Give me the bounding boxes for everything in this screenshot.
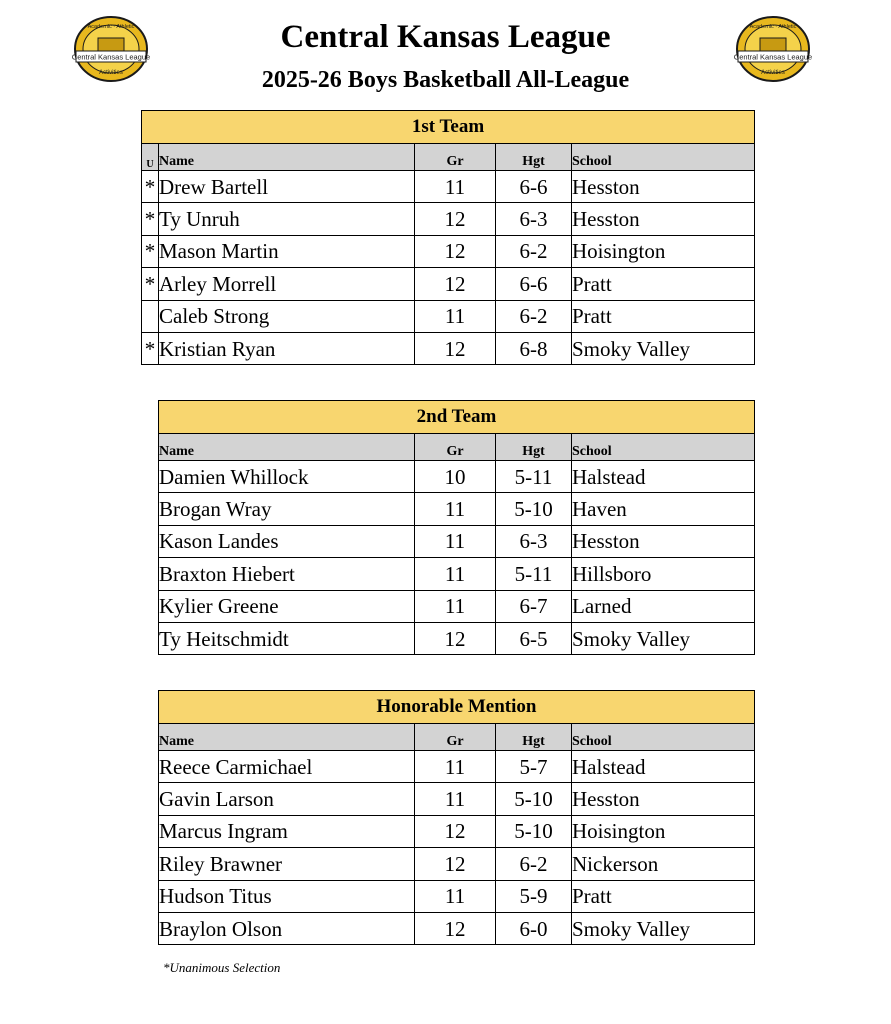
player-grade: 12 xyxy=(415,848,496,880)
player-height: 6-2 xyxy=(496,235,572,267)
table-row xyxy=(159,622,755,654)
logo-text: Central Kansas League xyxy=(733,52,813,62)
player-grade: 11 xyxy=(415,880,496,912)
player-height: 6-2 xyxy=(496,300,572,332)
player-name: Kristian Ryan xyxy=(159,332,415,364)
player-grade: 12 xyxy=(415,332,496,364)
table-row xyxy=(159,912,755,944)
player-name: Marcus Ingram xyxy=(159,815,415,847)
unanimous-mark: * xyxy=(142,332,159,364)
player-name: Kason Landes xyxy=(159,525,415,557)
player-grade: 10 xyxy=(415,461,496,493)
col-name-header: Name xyxy=(159,144,415,171)
logo-bottom-text: Activities xyxy=(99,70,123,76)
unanimous-mark: * xyxy=(142,171,159,203)
player-name: Ty Heitschmidt xyxy=(159,622,415,654)
player-school: Hoisington xyxy=(572,235,755,267)
table-row xyxy=(142,203,755,235)
col-unanimous-header: U xyxy=(142,144,159,171)
logo-top-text: Academic · Athletic xyxy=(749,24,797,30)
player-grade: 12 xyxy=(415,203,496,235)
player-grade: 11 xyxy=(415,590,496,622)
player-height: 5-10 xyxy=(496,493,572,525)
player-school: Larned xyxy=(572,590,755,622)
table-row xyxy=(159,493,755,525)
player-grade: 12 xyxy=(415,912,496,944)
table-row xyxy=(159,815,755,847)
col-name-header: Name xyxy=(159,434,415,461)
player-grade: 11 xyxy=(415,171,496,203)
table-row xyxy=(142,332,755,364)
player-height: 6-5 xyxy=(496,622,572,654)
player-grade: 11 xyxy=(415,783,496,815)
table-row xyxy=(159,880,755,912)
player-school: Hillsboro xyxy=(572,558,755,590)
player-school: Hesston xyxy=(572,171,755,203)
player-height: 5-11 xyxy=(496,461,572,493)
table-row xyxy=(142,300,755,332)
player-height: 6-2 xyxy=(496,848,572,880)
col-grade-header: Gr xyxy=(415,434,496,461)
player-height: 5-9 xyxy=(496,880,572,912)
unanimous-mark: * xyxy=(142,235,159,267)
unanimous-mark xyxy=(142,300,159,332)
honorable-mention-title: Honorable Mention xyxy=(159,691,755,724)
table-row xyxy=(142,235,755,267)
col-height-header: Hgt xyxy=(496,144,572,171)
player-name: Ty Unruh xyxy=(159,203,415,235)
player-name: Braxton Hiebert xyxy=(159,558,415,590)
logo-top-text: Academic · Athletic xyxy=(87,24,135,30)
table-row xyxy=(159,525,755,557)
player-school: Hesston xyxy=(572,203,755,235)
player-name: Drew Bartell xyxy=(159,171,415,203)
table-row xyxy=(142,171,755,203)
player-school: Halstead xyxy=(572,751,755,783)
footnote: *Unanimous Selection xyxy=(163,960,281,975)
page-title: Central Kansas League xyxy=(280,19,611,55)
table-row xyxy=(142,268,755,300)
second-team-title: 2nd Team xyxy=(159,401,755,434)
table-row xyxy=(159,461,755,493)
player-height: 6-7 xyxy=(496,590,572,622)
logo-text: Central Kansas League xyxy=(71,52,151,62)
table-row xyxy=(159,558,755,590)
player-school: Haven xyxy=(572,493,755,525)
player-school: Smoky Valley xyxy=(572,912,755,944)
player-name: Mason Martin xyxy=(159,235,415,267)
player-height: 5-10 xyxy=(496,815,572,847)
player-height: 6-6 xyxy=(496,268,572,300)
player-school: Smoky Valley xyxy=(572,332,755,364)
col-grade-header: Gr xyxy=(415,724,496,751)
player-school: Hesston xyxy=(572,525,755,557)
player-name: Hudson Titus xyxy=(159,880,415,912)
player-height: 5-11 xyxy=(496,558,572,590)
unanimous-mark: * xyxy=(142,268,159,300)
col-grade-header: Gr xyxy=(415,144,496,171)
player-grade: 12 xyxy=(415,268,496,300)
col-school-header: School xyxy=(572,434,755,461)
player-height: 6-0 xyxy=(496,912,572,944)
player-name: Gavin Larson xyxy=(159,783,415,815)
player-name: Damien Whillock xyxy=(159,461,415,493)
first-team-title: 1st Team xyxy=(142,111,755,144)
player-grade: 11 xyxy=(415,525,496,557)
player-name: Caleb Strong xyxy=(159,300,415,332)
table-row xyxy=(159,783,755,815)
col-school-header: School xyxy=(572,144,755,171)
player-name: Reece Carmichael xyxy=(159,751,415,783)
player-height: 6-3 xyxy=(496,203,572,235)
unanimous-mark: * xyxy=(142,203,159,235)
player-school: Pratt xyxy=(572,300,755,332)
logo-bottom-text: Activities xyxy=(761,70,785,76)
player-name: Braylon Olson xyxy=(159,912,415,944)
player-grade: 12 xyxy=(415,622,496,654)
player-grade: 11 xyxy=(415,558,496,590)
player-school: Nickerson xyxy=(572,848,755,880)
player-grade: 12 xyxy=(415,235,496,267)
table-row xyxy=(159,590,755,622)
col-school-header: School xyxy=(572,724,755,751)
player-name: Riley Brawner xyxy=(159,848,415,880)
honorable-mention-table xyxy=(158,690,755,945)
player-height: 6-3 xyxy=(496,525,572,557)
player-name: Kylier Greene xyxy=(159,590,415,622)
player-height: 5-7 xyxy=(496,751,572,783)
player-height: 5-10 xyxy=(496,783,572,815)
player-grade: 11 xyxy=(415,751,496,783)
table-row xyxy=(159,751,755,783)
col-name-header: Name xyxy=(159,724,415,751)
player-grade: 11 xyxy=(415,493,496,525)
player-name: Brogan Wray xyxy=(159,493,415,525)
player-school: Pratt xyxy=(572,880,755,912)
player-grade: 11 xyxy=(415,300,496,332)
player-height: 6-8 xyxy=(496,332,572,364)
player-name: Arley Morrell xyxy=(159,268,415,300)
player-grade: 12 xyxy=(415,815,496,847)
player-school: Smoky Valley xyxy=(572,622,755,654)
player-height: 6-6 xyxy=(496,171,572,203)
player-school: Pratt xyxy=(572,268,755,300)
table-row xyxy=(159,848,755,880)
player-school: Hoisington xyxy=(572,815,755,847)
player-school: Halstead xyxy=(572,461,755,493)
page-subtitle: 2025-26 Boys Basketball All-League xyxy=(261,67,630,93)
col-height-header: Hgt xyxy=(496,724,572,751)
first-team-table xyxy=(141,110,755,365)
col-height-header: Hgt xyxy=(496,434,572,461)
player-school: Hesston xyxy=(572,783,755,815)
second-team-table xyxy=(158,400,755,655)
